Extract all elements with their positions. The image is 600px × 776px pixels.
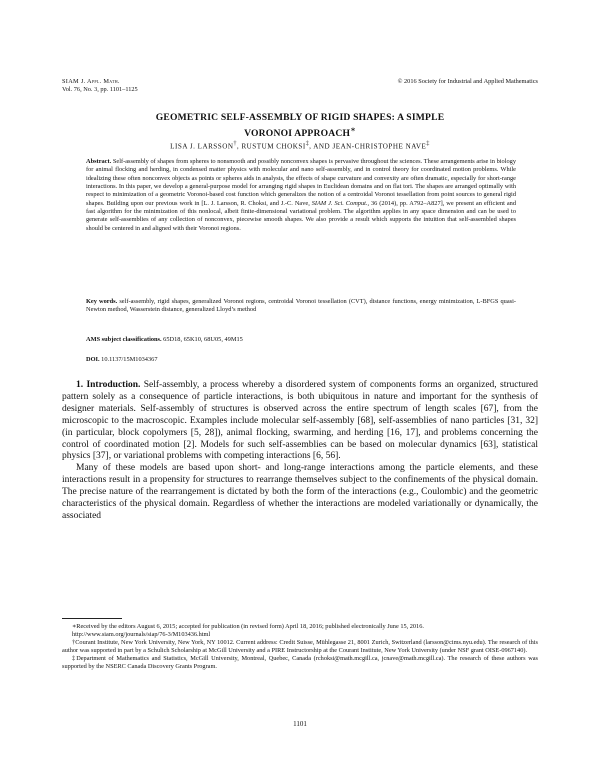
author-mark: ‡ — [426, 141, 430, 147]
footnote: †Courant Institute, New York University, New York, NY 10012. Current address: Credit Suisse, Mühlegasse 21, 8001 Zurich, Switzerland (larsson@cims.nyu.edu). The research of this author was supported in part by a Schulich Scholarship at McGill University and a PIRE Instructorship at the Courant Institute, New York University (under NSF grant OISE-0967140). — [62, 639, 538, 655]
copyright-notice: © 2016 Society for Industrial and Applied Mathematics — [397, 78, 538, 85]
ams-label: AMS subject classifications. — [86, 336, 162, 343]
title-footnote-mark: ∗ — [350, 125, 356, 134]
abstract-text-continued: , 36 (2014), pp. A792–A827], we present an efficient and fast algorithm for the minimization of this nonlocal, albeit finite-dimensional variational problem. The algorithm applies in any space dimension and can be used to generate self-assemblies of any collection of nonconvex, piecewise smooth shapes. We also provide a result which supports the intuition that self-assembled shapes should be centered in and aligned with their Voronoi regions. — [86, 199, 516, 232]
doi-text: 10.1137/15M1034367 — [99, 356, 158, 363]
abstract-label: Abstract. — [86, 158, 112, 165]
author-name: JEAN-CHRISTOPHE NAVE — [332, 142, 427, 151]
keywords — [86, 298, 516, 315]
journal-name: SIAM J. Appl. Math. — [62, 78, 120, 85]
ams-text: 65D18, 65K10, 68U05, 49M15 — [161, 336, 243, 343]
introduction-section — [62, 380, 538, 523]
author-separator: , — [236, 142, 242, 151]
title-line-2 — [62, 124, 538, 140]
keywords-text: self-assembly, rigid shapes, generalized Voronoi regions, centroidal Voronoi tessellation (CVT), distance functions, energy minimization, L-BFGS quasi-Newton method, Wasserstein distance, generalized Lloyd’s method — [86, 298, 516, 314]
author-mark: ‡ — [305, 141, 310, 147]
footnote-url: http://www.siam.org/journals/siap/76-3/M103436.html — [72, 631, 211, 639]
title-line-2-text: VORONOI APPROACH — [244, 128, 351, 140]
journal-header — [62, 78, 138, 94]
author-separator: , AND — [309, 142, 333, 151]
author-mark: † — [233, 141, 237, 147]
author-name: RUSTUM CHOKSI — [241, 142, 306, 151]
abstract — [86, 158, 516, 233]
page-number: 1101 — [293, 720, 307, 728]
doi-label: DOI. — [86, 356, 100, 363]
paper-title — [62, 112, 538, 140]
author-list — [62, 141, 538, 150]
footnote: ‡Department of Mathematics and Statistics, McGill University, Montreal, Quebec, Canada (rchoksi@math.mcgill.ca, jcnave@math.mcgill.ca). The research of these authors was supported by the NSERC Canada Discovery Grants Program. — [62, 655, 538, 671]
footnotes — [62, 623, 538, 672]
paragraph — [62, 380, 538, 463]
volume-info: Vol. 76, No. 3, pp. 1101–1125 — [62, 86, 138, 94]
ams-classifications — [86, 336, 516, 343]
title-line-1: GEOMETRIC SELF-ASSEMBLY OF RIGID SHAPES: A SIMPLE — [155, 112, 445, 123]
author-name: LISA J. LARSSON — [170, 142, 234, 151]
doi — [86, 356, 516, 363]
keywords-label: Key words. — [86, 298, 118, 305]
section-heading: 1. Introduction. — [76, 380, 141, 390]
abstract-text: Self-assembly of shapes from spheres to nonsmooth and possibly nonconvex shapes is pervasive throughout the sciences. These arrangements arise in biology for animal flocking and herding, in condensed matter physics with molecular and nano self-assembly, and in control theory for coordinated motion problems. While idealizing these often nonconvex objects as points or spheres aids in analysis, the effects of shape curvature and convexity are often dramatic, especially for short-range interactions. In this paper, we develop a general-purpose model for arranging rigid shapes in Euclidean domains and on flat tori. The shapes are arranged optimally with respect to minimization of a geometric Voronoi-based cost function which generalizes the notion of a centroidal Voronoi tessellation from point sources to general rigid shapes. Building upon our previous work in [L. J. Larsson, R. Choksi, and J.-C. Nave, — [86, 158, 516, 207]
footnote-rule — [62, 618, 122, 619]
paragraph: Many of these models are based upon short- and long-range interactions among the particle elements, and these interactions result in a propensity for structures to rearrange themselves subject to the confinements of the physical domain. The precise nature of the rearrangement is dictated by both the form of the interactions (e.g., Coulombic) and the geometric characteristics of the physical domain. Regardless of whether the interactions are modeled variationally or dynamically, the associated — [62, 463, 538, 521]
paragraph-text: Self-assembly, a process whereby a disordered system of components forms an organized, structured pattern solely as a consequence of particle interactions, is both ubiquitous in nature and important for the synthesis of designer materials. Self-assembly of structures is observed across the entire spectrum of length scales [67], from the microscopic to the macroscopic. Examples include molecular self-assembly [68], self-assemblies of nano particles [31, 32] (in particular, block copolymers [5, 28]), animal flocking, swarming, and herding [16, 17], and problems concerning the control of coordinated motion [2]. Models for such self-assemblies can be based on molecular dynamics [63], statistical physics [37], or variational problems with competing interactions [6, 56]. — [62, 380, 538, 462]
footnote: ∗Received by the editors August 6, 2015; accepted for publication (in revised form) April 18, 2016; published electronically June 15, 2016. — [72, 623, 424, 630]
abstract-journal-ref: SIAM J. Sci. Comput. — [311, 199, 368, 207]
